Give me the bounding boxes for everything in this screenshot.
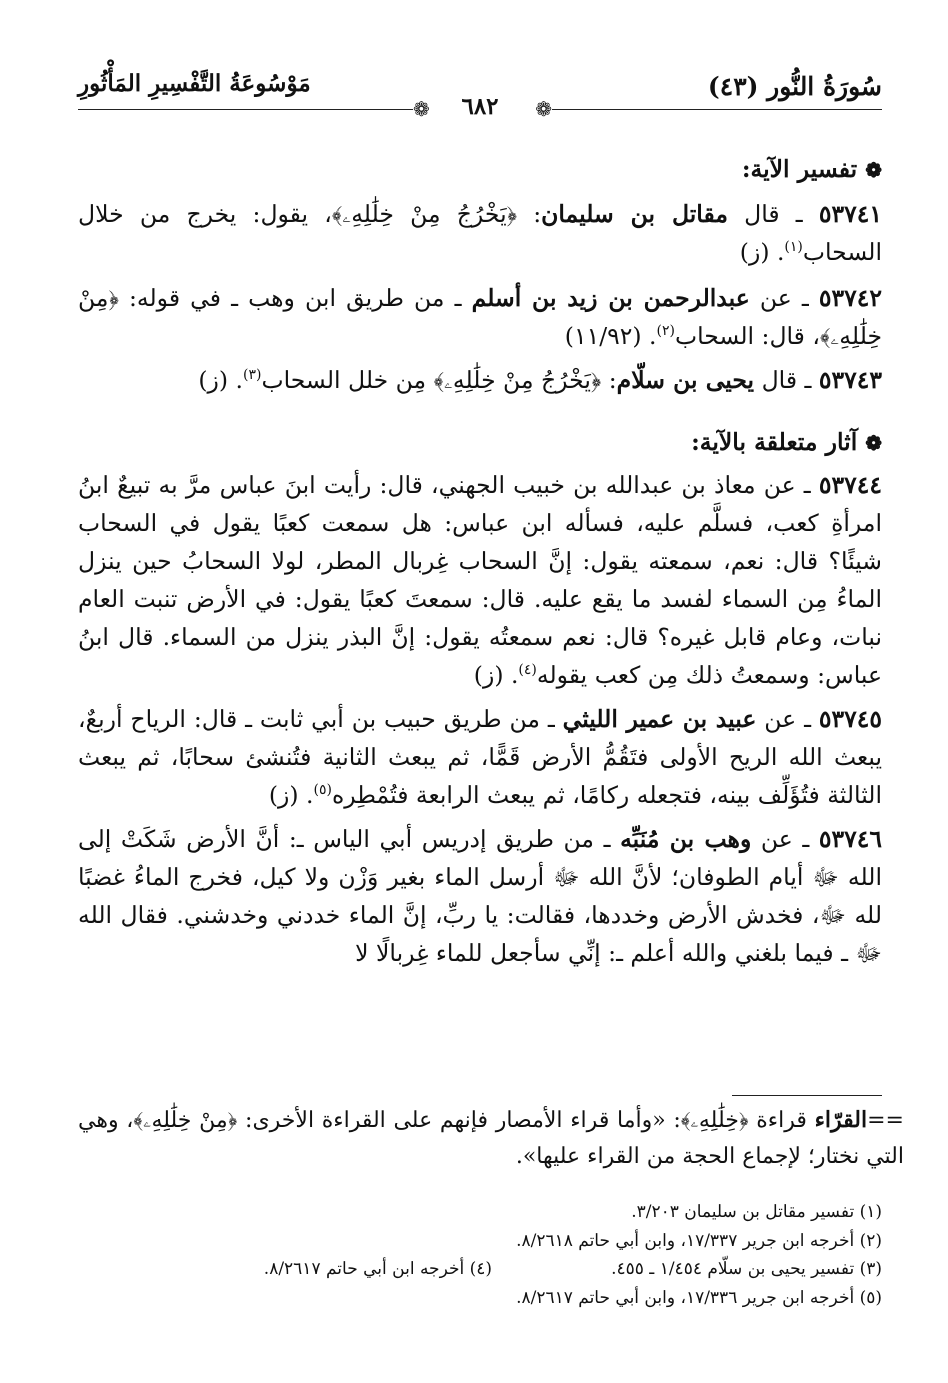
heading-text: آثار متعلقة بالآية:	[691, 428, 858, 456]
page-header	[78, 58, 882, 128]
narrator-name: عبدالرحمن بن زيد بن أسلم	[471, 284, 750, 312]
ornament-icon: ❁	[413, 97, 430, 121]
narration-source: . (ز)	[268, 781, 314, 809]
narration-text: : ﴿يَخْرُجُ مِنْ خِلَٰلِهِۦ﴾ مِن خلل السحاب	[261, 366, 617, 394]
footnote-ref: (٣)	[243, 367, 262, 384]
narration-entry	[78, 466, 882, 694]
narration-text: ـ من طريق حبيب بن أبي ثابت ـ قال: الرياح أربعٌ، يبعث الله الريح الأولى فتَقُمُّ الأرض قَمًّا، ثم يبعث الثانية فتُنشئ سحابًا، ثم يبعث الثالثة فتُؤَلِّف بينه، فتجعله ركامًا، ثم يبعث الرابعة فتُمْطِره	[78, 705, 882, 809]
narrator-name: وهب بن مُنَبِّه	[620, 825, 752, 853]
narration-text: ـ من طريق ابن وهب ـ في قوله: ﴿مِنْ خِلَٰلِهِۦ﴾، قال: السحاب	[78, 284, 882, 350]
narration-number: ٥٣٧٤٣	[818, 366, 882, 394]
book-title: مَوْسُوعَةُ التَّفْسِيرِ المَأْثُورِ	[78, 70, 311, 97]
section-heading-tafsir	[78, 150, 882, 189]
narration-source: . (ز)	[473, 661, 519, 689]
narration-number: ٥٣٧٤٢	[818, 284, 882, 312]
footnote-2: (٢) أخرجه ابن جرير ١٧/٣٣٧، وابن أبي حاتم ٨/٢٦١٨.	[516, 1230, 882, 1251]
continuation-lead: القرّاء	[814, 1107, 868, 1133]
footnotes	[78, 1198, 882, 1312]
footnote-ref: (٤)	[518, 662, 537, 679]
narration-text: ـ قال	[754, 366, 819, 394]
header-rule-right	[552, 109, 882, 110]
footnote-row-3-4	[78, 1255, 882, 1284]
narration-entry	[78, 279, 882, 355]
page-number: ٦٨٢	[461, 93, 499, 120]
narration-number: ٥٣٧٤١	[818, 200, 883, 228]
footnote-separator	[732, 1095, 882, 1096]
narration-text: ـ قال	[727, 200, 819, 228]
narration-entry	[78, 195, 882, 271]
footnote-continuation	[78, 1102, 904, 1175]
footnote-3: (٣) تفسير يحيى بن سلّام ١/٤٥٤ ـ ٤٥٥.	[611, 1259, 882, 1279]
narration-number: ٥٣٧٤٦	[818, 825, 882, 853]
footnote-ref: (٢)	[656, 323, 675, 340]
flower-ornament-icon: ❁	[865, 158, 882, 182]
narrator-name: عبيد بن عمير الليثي	[562, 705, 757, 733]
section-heading-athar	[78, 423, 882, 462]
heading-text: تفسير الآية:	[741, 155, 858, 183]
narration-text: ـ عن	[751, 825, 819, 853]
narration-entry	[78, 820, 882, 972]
narrator-name: مقاتل بن سليمان	[541, 200, 728, 228]
footnote-1: (١) تفسير مقاتل بن سليمان ٣/٢٠٣.	[631, 1202, 882, 1222]
narration-text: : ﴿يَخْرُجُ مِنْ خِلَٰلِهِۦ﴾، يقول: يخرج من خلال السحاب	[78, 200, 882, 266]
header-rule-left	[78, 109, 413, 110]
continuation-marker: ==	[867, 1108, 904, 1133]
ornament-icon: ❁	[535, 97, 552, 121]
book-page	[78, 0, 904, 1383]
continuation-text: قراءة ﴿خِلَٰلِهِۦ﴾: «وأما قراء الأمصار فإنهم على القراءة الأخرى: ﴿مِنْ خِلَٰلِهِۦ﴾، وهي التي نختار؛ لإجماع الحجة من القراء عليها».	[78, 1108, 904, 1169]
narration-source: . (١١/٩٢)	[564, 322, 657, 350]
narration-source: . (ز)	[198, 366, 243, 394]
narrator-name: يحيى بن سلّام	[616, 366, 755, 394]
narration-text: ـ عن معاذ بن عبدالله بن خبيب الجهني، قال: رأيت ابنَ عباس مرَّ به تبيعٌ ابنُ امرأةِ كعب، فسلَّم عليه، فسأله ابن عباس: هل سمعت كعبًا يقول في السحاب شيئًا؟ قال: نعم، سمعته يقول: إنَّ السحاب غِربال المطر، لولا السحابُ حين ينزل الماءُ مِن السماء لفسد ما يقع عليه. قال: سمعتَ كعبًا يقول: في الأرض تنبت العام نبات، وعام قابل غيره؟ قال: نعم سمعتُه يقول: إنَّ البذر ينزل من السماء. قال ابنُ عباس: وسمعتُ ذلك مِن كعب يقوله	[78, 471, 882, 689]
footnote-ref: (١)	[784, 239, 803, 256]
narration-entry	[78, 700, 882, 814]
main-text	[78, 150, 882, 972]
footnote-4: (٤) أخرجه ابن أبي حاتم ٨/٢٦١٧.	[263, 1259, 492, 1279]
footnote-5: (٥) أخرجه ابن جرير ١٧/٣٣٦، وابن أبي حاتم ٨/٢٦١٧.	[516, 1287, 882, 1308]
surah-title: سُورَةُ النُّور (٤٣)	[707, 72, 882, 101]
footnote-ref: (٥)	[313, 782, 332, 799]
narration-number: ٥٣٧٤٥	[818, 705, 882, 733]
narration-text: ـ من طريق إدريس أبي الياس ـ: أنَّ الأرض شَكَتْ إلى الله ﷻ أيام الطوفان؛ لأنَّ الله ﷻ أرسل الماء بغير وَزْن ولا كيل، فخرج الماءُ غضبًا لله ﷻ، فخدش الأرض وخددها، فقالت: يا ربِّ، إنَّ الماء خددني وخدشني. فقال الله ﷻ ـ فيما بلغني والله أعلم ـ: إنِّي سأجعل للماء غِربالًا لا	[78, 825, 882, 967]
narration-source: . (ز)	[739, 238, 785, 266]
narration-entry	[78, 361, 882, 399]
flower-ornament-icon: ❁	[865, 431, 882, 455]
narration-text: ـ عن	[749, 284, 819, 312]
narration-number: ٥٣٧٤٤	[818, 471, 882, 499]
narration-text: ـ عن	[756, 705, 819, 733]
